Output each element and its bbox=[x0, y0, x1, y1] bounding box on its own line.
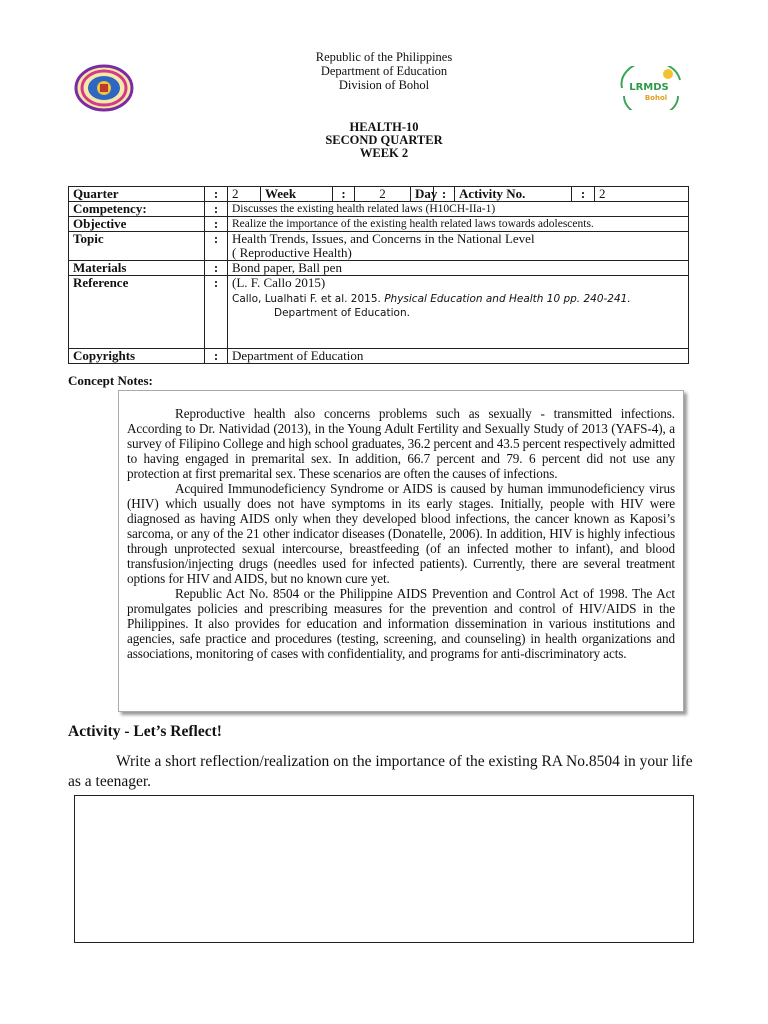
colon: : bbox=[205, 187, 228, 202]
topic-label: Topic bbox=[69, 232, 205, 261]
week-value: 2 bbox=[355, 187, 411, 202]
activity-no-value: 2 bbox=[595, 187, 689, 202]
row-competency bbox=[69, 202, 689, 217]
lrmds-logo bbox=[616, 66, 686, 110]
activity-no-label: Activity No. bbox=[455, 187, 572, 202]
reference-publisher: Department of Education. bbox=[274, 307, 410, 319]
quarter-label: Quarter bbox=[69, 187, 205, 202]
reflection-answer-box[interactable] bbox=[74, 795, 694, 943]
copyrights-label: Copyrights bbox=[69, 349, 205, 364]
objective-value: Realize the importance of the existing health related laws towards adolescents. bbox=[228, 217, 689, 232]
week-label: Week bbox=[261, 187, 333, 202]
quarter-title: SECOND QUARTER bbox=[325, 133, 443, 147]
colon: : bbox=[205, 349, 228, 364]
header-line-republic: Republic of the Philippines bbox=[315, 50, 453, 64]
activity-instruction: Write a short reflection/realization on the importance of the existing RA No.8504 in your life as a teenager. bbox=[68, 753, 693, 790]
lrmds-logo-subtext: Bohol bbox=[644, 94, 668, 102]
activity-info-table bbox=[68, 186, 689, 364]
document-titles bbox=[0, 121, 768, 160]
row-materials bbox=[69, 261, 689, 276]
notes-paragraph-3: Republic Act No. 8504 or the Philippine AIDS Prevention and Control Act of 1998. The Act promulgates policies and prescribing measures for the prevention and control of HIV/AIDS in the Philippines. It also provides for education and information dissemination in various institutions and agencies, safe practice and procedures (testing, screening, and counseling) in health organizations and associations, monitoring of cases with confidentiality, and programs for anti-discriminatory acts. bbox=[127, 586, 675, 661]
concept-notes-box bbox=[118, 390, 684, 712]
colon: : bbox=[333, 187, 355, 202]
quarter-value: 2 bbox=[228, 187, 261, 202]
reference-value bbox=[228, 276, 689, 349]
reference-label: Reference bbox=[69, 276, 205, 349]
colon: : bbox=[205, 276, 228, 349]
materials-value: Bond paper, Ball pen bbox=[228, 261, 689, 276]
subject-title: HEALTH-10 bbox=[349, 120, 419, 134]
notes-paragraph-1: Reproductive health also concerns problems such as sexually - transmitted infections. According to Dr. Natividad (2013), in the Young Adult Fertility and Sexually Study of 2013 (YAFS-4), a survey of Filipino College and high school graduates, 36.2 percent and 43.5 percent respectively admitted to having engaged in premarital sex. In addition, 66.7 percent and 79. 6 percent did not use any protection at first premarital sex. These scenarios are often the causes of infections. bbox=[127, 406, 675, 481]
colon: : bbox=[205, 232, 228, 261]
notes-paragraph-2: Acquired Immunodeficiency Syndrome or AIDS is caused by human immunodeficiency virus (HIV) which usually does not have symptoms in its early stages. Initially, people with HIV were diagnosed as having AIDS only when they developed blood infections, the cancer known as Kaposi’s sarcoma, or any of the 21 other indicator diseases (Donatelle, 2006). In addition, HIV is highly infectious through unprotected sexual intercourse, breastfeeding (of an infected mother to infant), and blood transfusion/injecting drugs (needles used for infected patients). Currently, there are several treatment options for HIV and AIDS, but no known cure yet. bbox=[127, 481, 675, 586]
colon: : bbox=[205, 261, 228, 276]
header-line-department: Department of Education bbox=[320, 64, 448, 78]
lrmds-logo-text: LRMDS bbox=[629, 82, 669, 93]
header-line-division: Division of Bohol bbox=[338, 78, 430, 92]
competency-label: Competency: bbox=[69, 202, 205, 217]
deped-seal-logo bbox=[74, 64, 134, 112]
copyrights-value: Department of Education bbox=[228, 349, 689, 364]
colon: : bbox=[205, 202, 228, 217]
topic-value bbox=[228, 232, 689, 261]
competency-value: Discusses the existing health related laws (H10CH-IIa-1) bbox=[228, 202, 689, 217]
colon: : bbox=[434, 187, 455, 202]
topic-value-line2: ( Reproductive Health) bbox=[232, 245, 352, 260]
materials-label: Materials bbox=[69, 261, 205, 276]
row-topic bbox=[69, 232, 689, 261]
reference-value-line1: (L. F. Callo 2015) bbox=[232, 275, 326, 290]
week-title: WEEK 2 bbox=[359, 146, 409, 160]
concept-notes-label: Concept Notes: bbox=[68, 373, 153, 388]
topic-value-line1: Health Trends, Issues, and Concerns in the National Level bbox=[232, 231, 535, 246]
activity-title: Activity - Let’s Reflect! bbox=[68, 723, 222, 740]
row-reference bbox=[69, 276, 689, 349]
reference-authors: Callo, Lualhati F. et al. 2015. bbox=[232, 293, 385, 305]
row-quarter bbox=[69, 187, 689, 202]
day-label: Day bbox=[411, 187, 434, 202]
colon: : bbox=[572, 187, 595, 202]
objective-label: Objective bbox=[69, 217, 205, 232]
colon: : bbox=[205, 217, 228, 232]
reference-book-title: Physical Education and Health 10 pp. 240-241. bbox=[384, 293, 631, 305]
row-copyrights bbox=[69, 349, 689, 364]
row-objective bbox=[69, 217, 689, 232]
